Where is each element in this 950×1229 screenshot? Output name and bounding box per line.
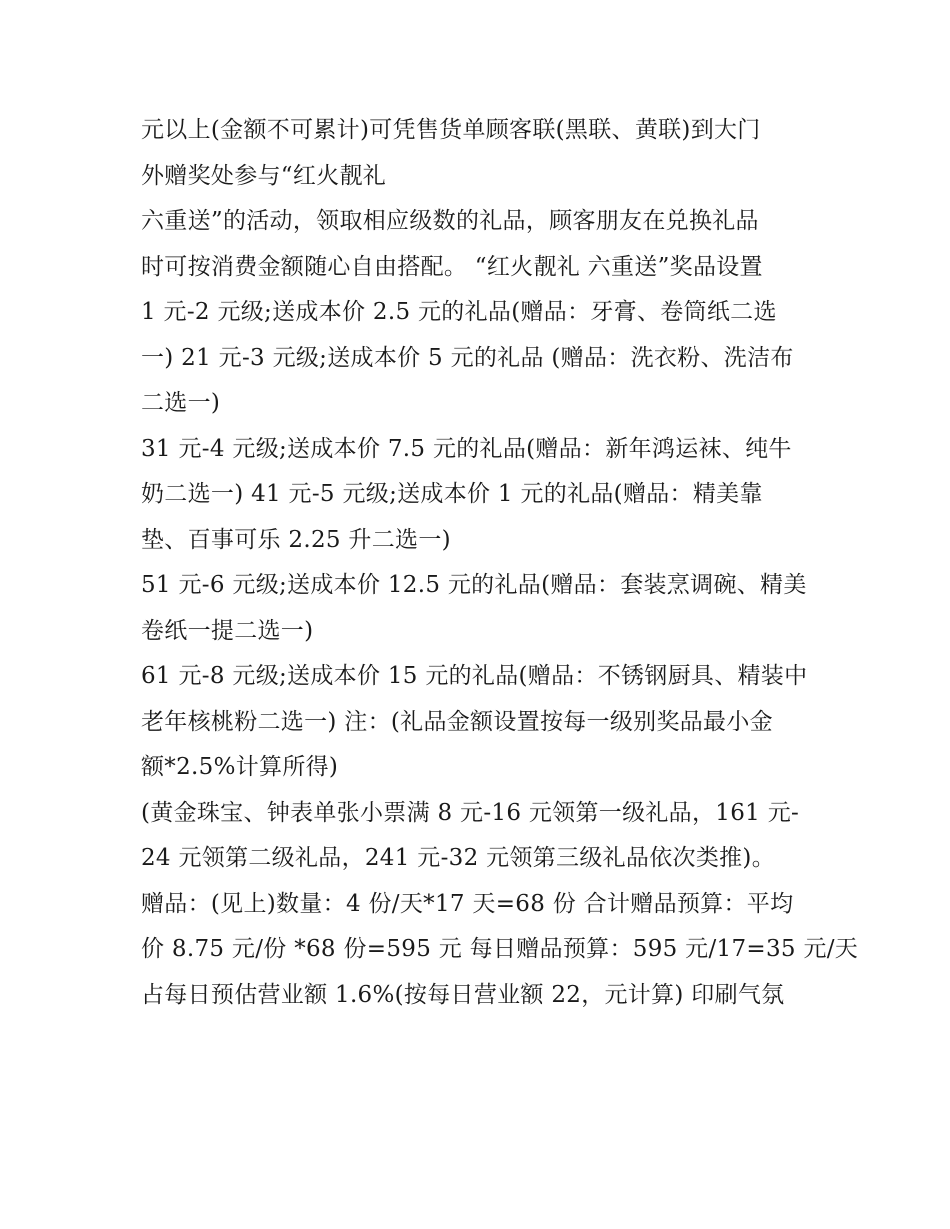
text-line: 时可按消费金额随心自由搭配。 “红火靓礼 六重送”奖品设置 <box>141 253 763 280</box>
text-line: 1 元-2 元级;送成本价 2.5 元的礼品(赠品：牙膏、卷筒纸二选 <box>141 299 777 325</box>
text-line: 61 元-8 元级;送成本价 15 元的礼品(赠品：不锈钢厨具、精装中 <box>141 663 808 689</box>
text-line: 卷纸一提二选一) <box>141 617 314 644</box>
text-line: 占每日预估营业额 1.6%(按每日营业额 22，元计算) 印刷气氛 <box>141 981 785 1008</box>
text-line: 垫、百事可乐 2.25 升二选一) <box>141 526 451 553</box>
text-line: 奶二选一) 41 元-5 元级;送成本价 1 元的礼品(赠品：精美靠 <box>141 481 763 507</box>
text-line: 元以上(金额不可累计)可凭售货单顾客联(黑联、黄联)到大门 <box>141 117 761 143</box>
document-body <box>141 108 859 1018</box>
text-line: 31 元-4 元级;送成本价 7.5 元的礼品(赠品：新年鸿运袜、纯牛 <box>141 435 792 462</box>
text-line: 一) 21 元-3 元级;送成本价 5 元的礼品 (赠品：洗衣粉、洗洁布 <box>141 344 794 371</box>
text-line: 赠品：(见上)数量：4 份/天*17 天=68 份 合计赠品预算：平均 <box>141 890 794 917</box>
text-line: 老年核桃粉二选一) 注：(礼品金额设置按每一级别奖品最小金 <box>141 708 773 735</box>
text-line: (黄金珠宝、钟表单张小票满 8 元-16 元领第一级礼品，161 元- <box>141 799 800 826</box>
text-line: 额*2.5%计算所得) <box>141 754 339 780</box>
text-line: 六重送”的活动，领取相应级数的礼品，顾客朋友在兑换礼品 <box>141 208 759 234</box>
text-line: 二选一) <box>141 390 221 416</box>
text-line: 价 8.75 元/份 *68 份=595 元 每日赠品预算：595 元/17=35 元/天 <box>141 936 859 962</box>
text-line: 24 元领第二级礼品，241 元-32 元领第三级礼品依次类推)。 <box>141 845 776 871</box>
text-line: 外赠奖处参与“红火靓礼 <box>141 162 387 189</box>
text-line: 51 元-6 元级;送成本价 12.5 元的礼品(赠品：套装烹调碗、精美 <box>141 572 807 598</box>
